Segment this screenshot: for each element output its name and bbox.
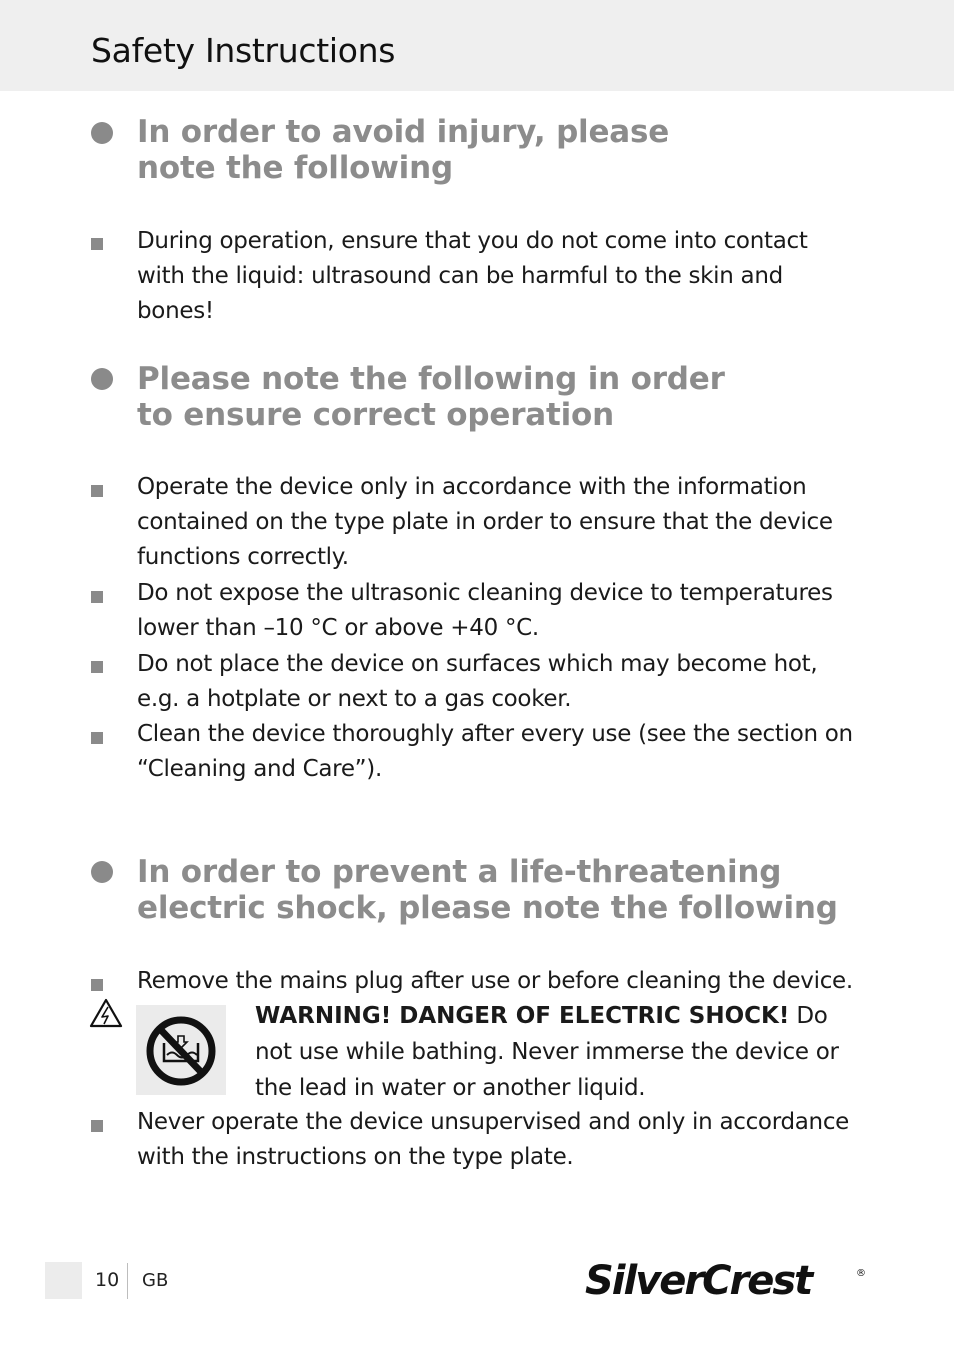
- section-heading-injury: [137, 114, 669, 186]
- footer-divider: [127, 1263, 128, 1299]
- section-heading-electric-shock: [137, 854, 838, 926]
- section-heading-line: In order to avoid injury, please: [137, 114, 670, 150]
- list-item: During operation, ensure that you do not come into contact with the liquid: ultrasound can be harmful to the skin and bones!: [137, 228, 808, 324]
- section-heading-line: Please note the following in order: [137, 361, 725, 397]
- no-bathing-icon-box: [136, 1005, 226, 1095]
- language-code: GB: [142, 1270, 169, 1291]
- warning-label: WARNING! DANGER OF ELECTRIC SHOCK!: [255, 1003, 790, 1029]
- warning-text: [255, 998, 865, 1106]
- section-bullet-icon: [91, 861, 113, 883]
- section-heading-line: In order to prevent a life-threatening: [137, 854, 782, 890]
- section-heading-operation: [137, 361, 725, 433]
- section-bullet-icon: [91, 368, 113, 390]
- no-bathing-icon: [136, 1005, 226, 1095]
- page-title: Safety Instructions: [91, 31, 396, 70]
- section-heading-line: to ensure correct operation: [137, 397, 615, 433]
- list-bullet-icon: [91, 485, 103, 497]
- list-item: Clean the device thoroughly after every use (see the section on “Cleaning and Care”).: [137, 721, 853, 782]
- list-item: Do not place the device on surfaces which may become hot, e.g. a hotplate or next to a gas cooker.: [137, 651, 818, 712]
- list-bullet-icon: [91, 591, 103, 603]
- list-item: Operate the device only in accordance with the information contained on the type plate in order to ensure that the device functions correctly.: [137, 474, 833, 570]
- brand-logo: [585, 1258, 865, 1304]
- list-bullet-icon: [91, 661, 103, 673]
- list-bullet-icon: [91, 979, 103, 991]
- warning-triangle-icon: [89, 998, 123, 1028]
- list-item: Never operate the device unsupervised and only in accordance with the instructions on the type plate.: [137, 1109, 850, 1170]
- section-heading-line: electric shock, please note the following: [137, 890, 838, 926]
- section-bullet-icon: [91, 122, 113, 144]
- list-item: Remove the mains plug after use or before cleaning the device.: [137, 968, 853, 994]
- list-item: Do not expose the ultrasonic cleaning device to temperatures lower than –10 °C or above +40 °C.: [137, 580, 833, 641]
- list-bullet-icon: [91, 1120, 103, 1132]
- list-bullet-icon: [91, 238, 103, 250]
- brand-name: SilverCrest: [585, 1258, 812, 1304]
- section-heading-line: note the following: [137, 150, 453, 186]
- page-number: 10: [95, 1269, 120, 1291]
- warning-body: Do not use while bathing. Never immerse the device or the lead in water or another liquid.: [255, 1003, 839, 1101]
- list-bullet-icon: [91, 732, 103, 744]
- registered-mark: ®: [856, 1268, 866, 1279]
- footer-tab: [45, 1262, 82, 1299]
